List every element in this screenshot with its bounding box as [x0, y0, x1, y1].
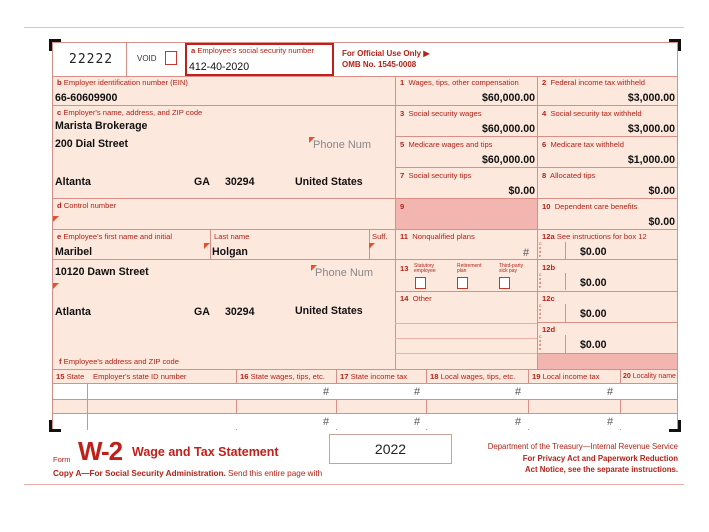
ssn-value: 412-40-2020 [189, 61, 250, 73]
form-title: Wage and Tax Statement [132, 445, 279, 459]
box7-value: $0.00 [508, 185, 535, 197]
state-tax-label: 17 State income tax [340, 372, 408, 381]
box3-value: $60,000.00 [481, 123, 535, 135]
employer-zip: 30294 [225, 176, 255, 188]
code-letters: C o d e [539, 335, 542, 351]
box1-value: $60,000.00 [481, 92, 535, 104]
copy-a-line: Copy A—For Social Security Administration. Send this entire page with [53, 469, 323, 478]
box6-value: $1,000.00 [627, 154, 675, 166]
state-label: 15 State [56, 372, 85, 381]
state-wages-hash: # [323, 416, 330, 428]
local-tax-label: 19 Local income tax [532, 372, 600, 381]
box12c-value: $0.00 [580, 308, 607, 320]
employee-address-label: f Employee's address and ZIP code [59, 357, 179, 366]
employer-city: Altanta [55, 176, 91, 188]
box10-value: $0.00 [648, 216, 675, 228]
code-letters: C o d e [539, 273, 542, 289]
employee-city: Atlanta [55, 306, 91, 318]
state-tax-hash: # [414, 386, 421, 398]
box11-hash: # [523, 247, 530, 259]
treasury-line: Department of the Treasury—Internal Revenue Service [487, 442, 678, 451]
state-id-label: Employer's state ID number [93, 372, 187, 381]
local-wages-hash: # [515, 386, 522, 398]
tax-year[interactable]: 2022 [329, 434, 452, 464]
void-label: VOID [137, 54, 157, 63]
employer-name: Marista Brokerage [55, 120, 148, 132]
box10-label: 10 Dependent care benefits [542, 202, 638, 211]
top-rule [24, 27, 684, 28]
employee-last-label: Last name [214, 232, 250, 241]
retirement-checkbox[interactable] [457, 277, 468, 289]
footer-rule [24, 484, 684, 485]
employee-street: 10120 Dawn Street [55, 266, 149, 278]
box11-label: 11 Nonqualified plans [400, 232, 475, 241]
form-word: Form [53, 455, 71, 464]
box9-shaded [396, 199, 537, 229]
employee-first-name: Maribel [55, 246, 93, 258]
w2-form [52, 42, 678, 429]
control-code: 22222 [69, 52, 114, 67]
box3-label: 3 Social security wages [400, 109, 482, 118]
box2-label: 2 Federal income tax withheld [542, 78, 646, 87]
box1-label: 1 Wages, tips, other compensation [400, 78, 519, 87]
flag-marker [53, 216, 59, 222]
corner-mark [669, 420, 681, 432]
state-row-1 [53, 384, 677, 399]
employee-first-label: e Employee's first name and initial [57, 232, 173, 241]
box12a-value: $0.00 [580, 246, 607, 258]
box2-value: $3,000.00 [627, 92, 675, 104]
employer-state: GA [194, 176, 210, 188]
locality-label: 20 Locality name [623, 373, 676, 380]
local-tax-hash: # [607, 386, 614, 398]
flag-marker [204, 243, 210, 249]
corner-mark [669, 39, 681, 51]
box12b-value: $0.00 [580, 277, 607, 289]
box9-label: 9 [400, 202, 405, 211]
statutory-label: Statutory employee [414, 263, 436, 274]
state-tax-hash: # [414, 416, 421, 428]
box12d-label: 12d [542, 325, 556, 334]
corner-mark [49, 420, 61, 432]
box7-label: 7 Social security tips [400, 171, 472, 180]
omb-number: OMB No. 1545-0008 [342, 60, 417, 69]
box4-value: $3,000.00 [627, 123, 675, 135]
act-notice-line: Act Notice, see the separate instructions. [525, 465, 678, 474]
state-wages-label: 16 State wages, tips, etc. [240, 372, 325, 381]
form-name: W-2 [78, 436, 123, 466]
sickpay-label: Third-party sick pay [499, 263, 524, 274]
sickpay-checkbox[interactable] [499, 277, 510, 289]
privacy-line: For Privacy Act and Paperwork Reduction [522, 454, 678, 463]
retirement-label: Retirement plan [457, 263, 482, 274]
box8-value: $0.00 [648, 185, 675, 197]
box13-label: 13 [400, 264, 409, 273]
box12c-label: 12c [542, 294, 555, 303]
ein-label: b Employer identification number (EIN) [57, 78, 188, 87]
box12b-label: 12b [542, 263, 556, 272]
code-letters: C o d e [539, 304, 542, 320]
box14-label: 14 Other [400, 294, 432, 303]
local-tax-hash: # [607, 416, 614, 428]
flag-marker [53, 283, 59, 289]
flag-marker [369, 243, 375, 249]
employer-phone[interactable]: Phone Num [313, 139, 372, 151]
ein-value: 66-60609900 [55, 92, 118, 104]
box12-shaded [538, 354, 677, 369]
employee-last-name: Holgan [212, 246, 248, 258]
code-letters: C o d e [539, 242, 542, 258]
box6-label: 6 Medicare tax withheld [542, 140, 624, 149]
employer-street: 200 Dial Street [55, 138, 129, 150]
box5-label: 5 Medicare wages and tips [400, 140, 493, 149]
employee-zip: 30294 [225, 306, 255, 318]
void-checkbox[interactable] [165, 51, 177, 65]
employee-state: GA [194, 306, 210, 318]
state-row-2 [53, 414, 677, 429]
state-wages-hash: # [323, 386, 330, 398]
statutory-checkbox[interactable] [415, 277, 426, 289]
official-use: For Official Use Only ▶ [342, 49, 430, 58]
box5-value: $60,000.00 [481, 154, 535, 166]
ssn-label: a Employee's social security number [191, 46, 315, 55]
corner-mark [49, 39, 61, 51]
box12d-value: $0.00 [580, 339, 607, 351]
employee-phone[interactable]: Phone Num [315, 267, 374, 279]
employer-country: United States [295, 176, 363, 188]
local-wages-hash: # [515, 416, 522, 428]
employer-label: c Employer's name, address, and ZIP code [57, 108, 203, 117]
suffix-label: Suff. [372, 232, 388, 241]
box4-label: 4 Social security tax withheld [542, 109, 642, 118]
box8-label: 8 Allocated tips [542, 171, 596, 180]
employee-country: United States [295, 305, 363, 317]
box12a-label: 12a See instructions for box 12 [542, 232, 647, 241]
local-wages-label: 18 Local wages, tips, etc. [430, 372, 516, 381]
control-number-label: d Control number [57, 201, 117, 210]
